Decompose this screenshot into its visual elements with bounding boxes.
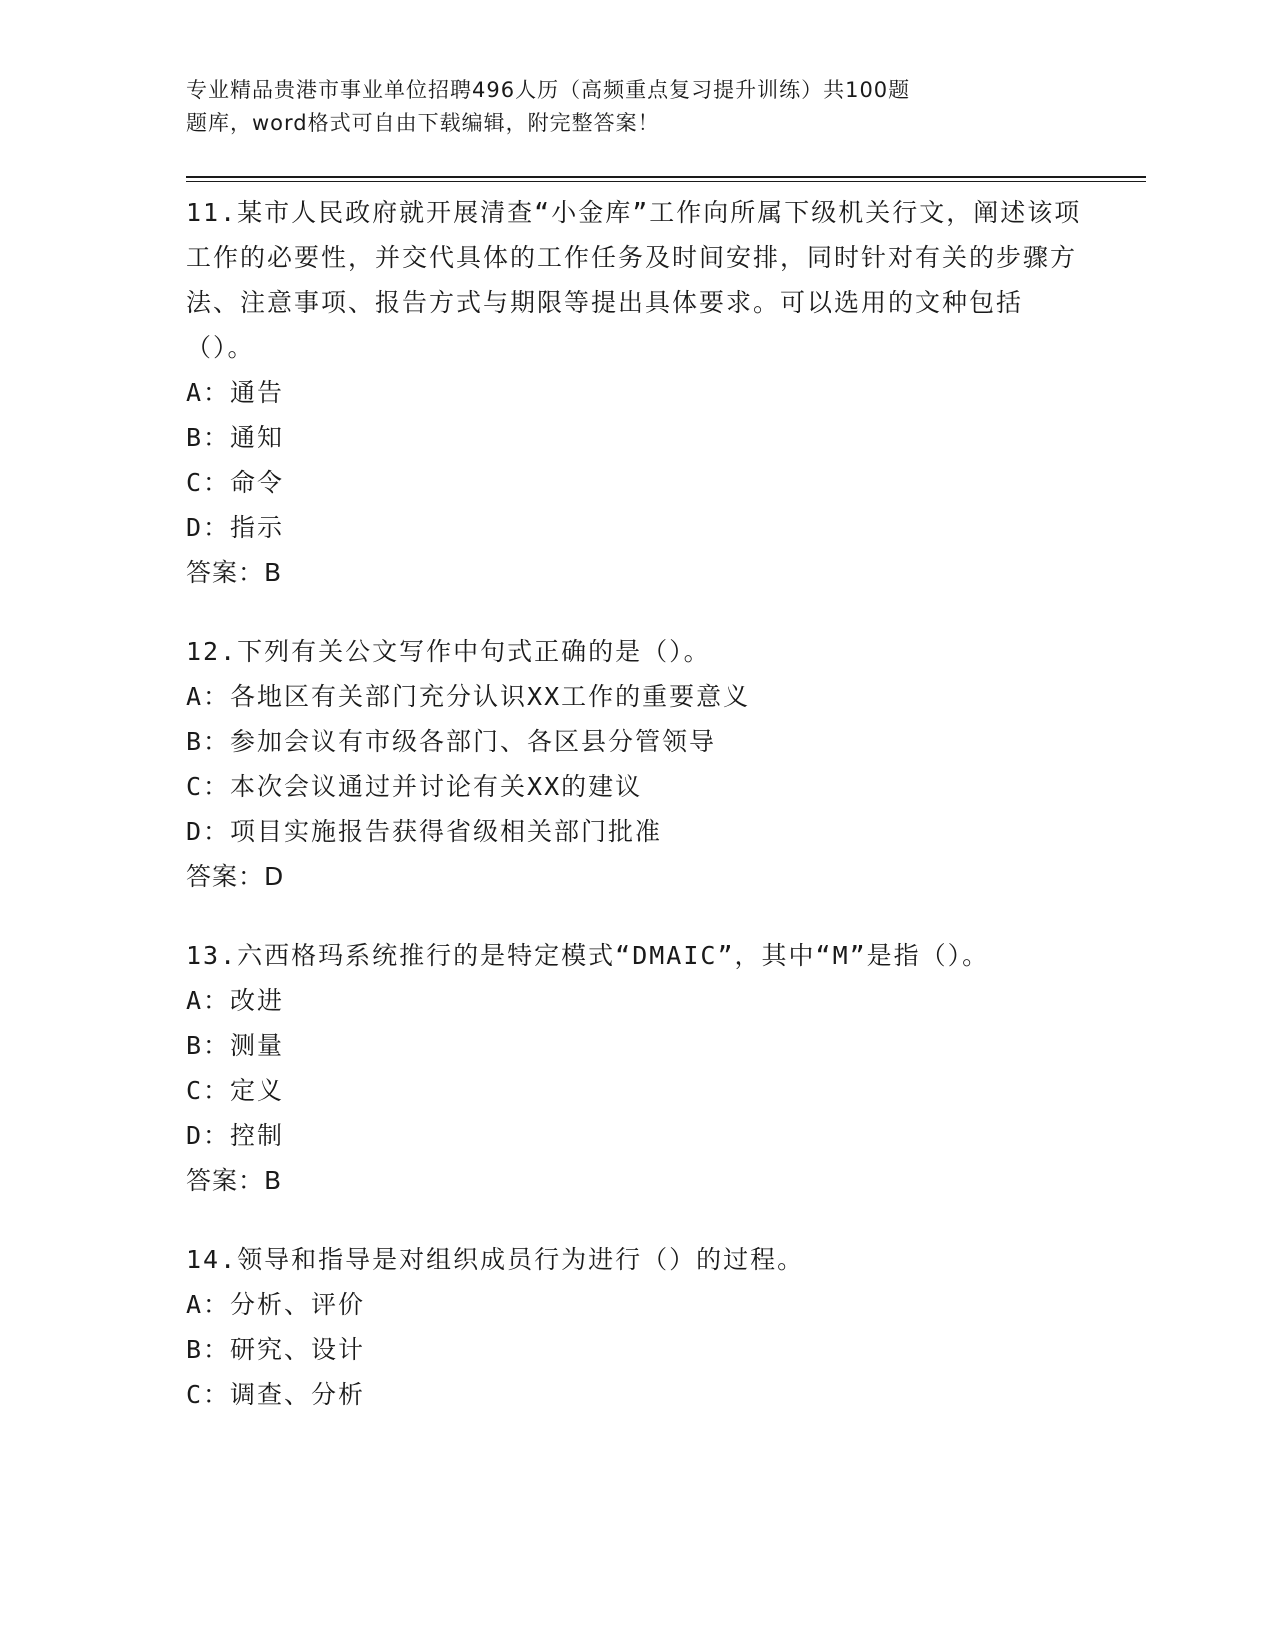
option-b: B：通知 (186, 423, 285, 452)
question-stem: 11.某市人民政府就开展清查“小金库”工作向所属下级机关行文，阐述该项工作的必要性，并交代具体的工作任务及时间安排，同时针对有关的步骤方法、注意事项、报告方式与期限等提出具体要求。可以选用的文种包括（）。 (186, 198, 1082, 362)
question-13 (186, 933, 1086, 1203)
question-stem: 14.领导和指导是对组织成员行为进行（）的过程。 (186, 1245, 805, 1274)
answer-line: 答案：D (186, 862, 285, 891)
question-list (186, 190, 1086, 1451)
option-a: A：通告 (186, 378, 285, 407)
answer-line: 答案：B (186, 558, 283, 587)
option-a: A：改进 (186, 986, 285, 1015)
option-b: B：测量 (186, 1031, 285, 1060)
header-title-line-2: 题库，word格式可自由下载编辑，附完整答案！ (186, 111, 660, 135)
option-c: C：定义 (186, 1076, 285, 1105)
option-a: A：各地区有关部门充分认识XX工作的重要意义 (186, 682, 751, 711)
header-title-line-1: 专业精品贵港市事业单位招聘496人历（高频重点复习提升训练）共100题 (186, 78, 911, 102)
option-b: B：参加会议有市级各部门、各区县分管领导 (186, 727, 717, 756)
answer-line: 答案：B (186, 1166, 283, 1195)
option-d: D：控制 (186, 1121, 285, 1150)
option-d: D：项目实施报告获得省级相关部门批准 (186, 817, 663, 846)
question-stem: 12.下列有关公文写作中句式正确的是（）。 (186, 637, 711, 666)
header-divider-thick (186, 176, 1146, 178)
option-b: B：研究、设计 (186, 1335, 366, 1364)
question-stem: 13.六西格玛系统推行的是特定模式“DMAIC”，其中“M”是指（）。 (186, 941, 990, 970)
question-11 (186, 190, 1086, 595)
question-12 (186, 629, 1086, 899)
question-14 (186, 1237, 1086, 1417)
option-c: C：命令 (186, 468, 285, 497)
option-c: C：调查、分析 (186, 1380, 366, 1409)
option-d: D：指示 (186, 513, 285, 542)
header-divider-thin (186, 181, 1146, 182)
option-c: C：本次会议通过并讨论有关XX的建议 (186, 772, 643, 801)
document-header (186, 74, 1046, 140)
option-a: A：分析、评价 (186, 1290, 366, 1319)
